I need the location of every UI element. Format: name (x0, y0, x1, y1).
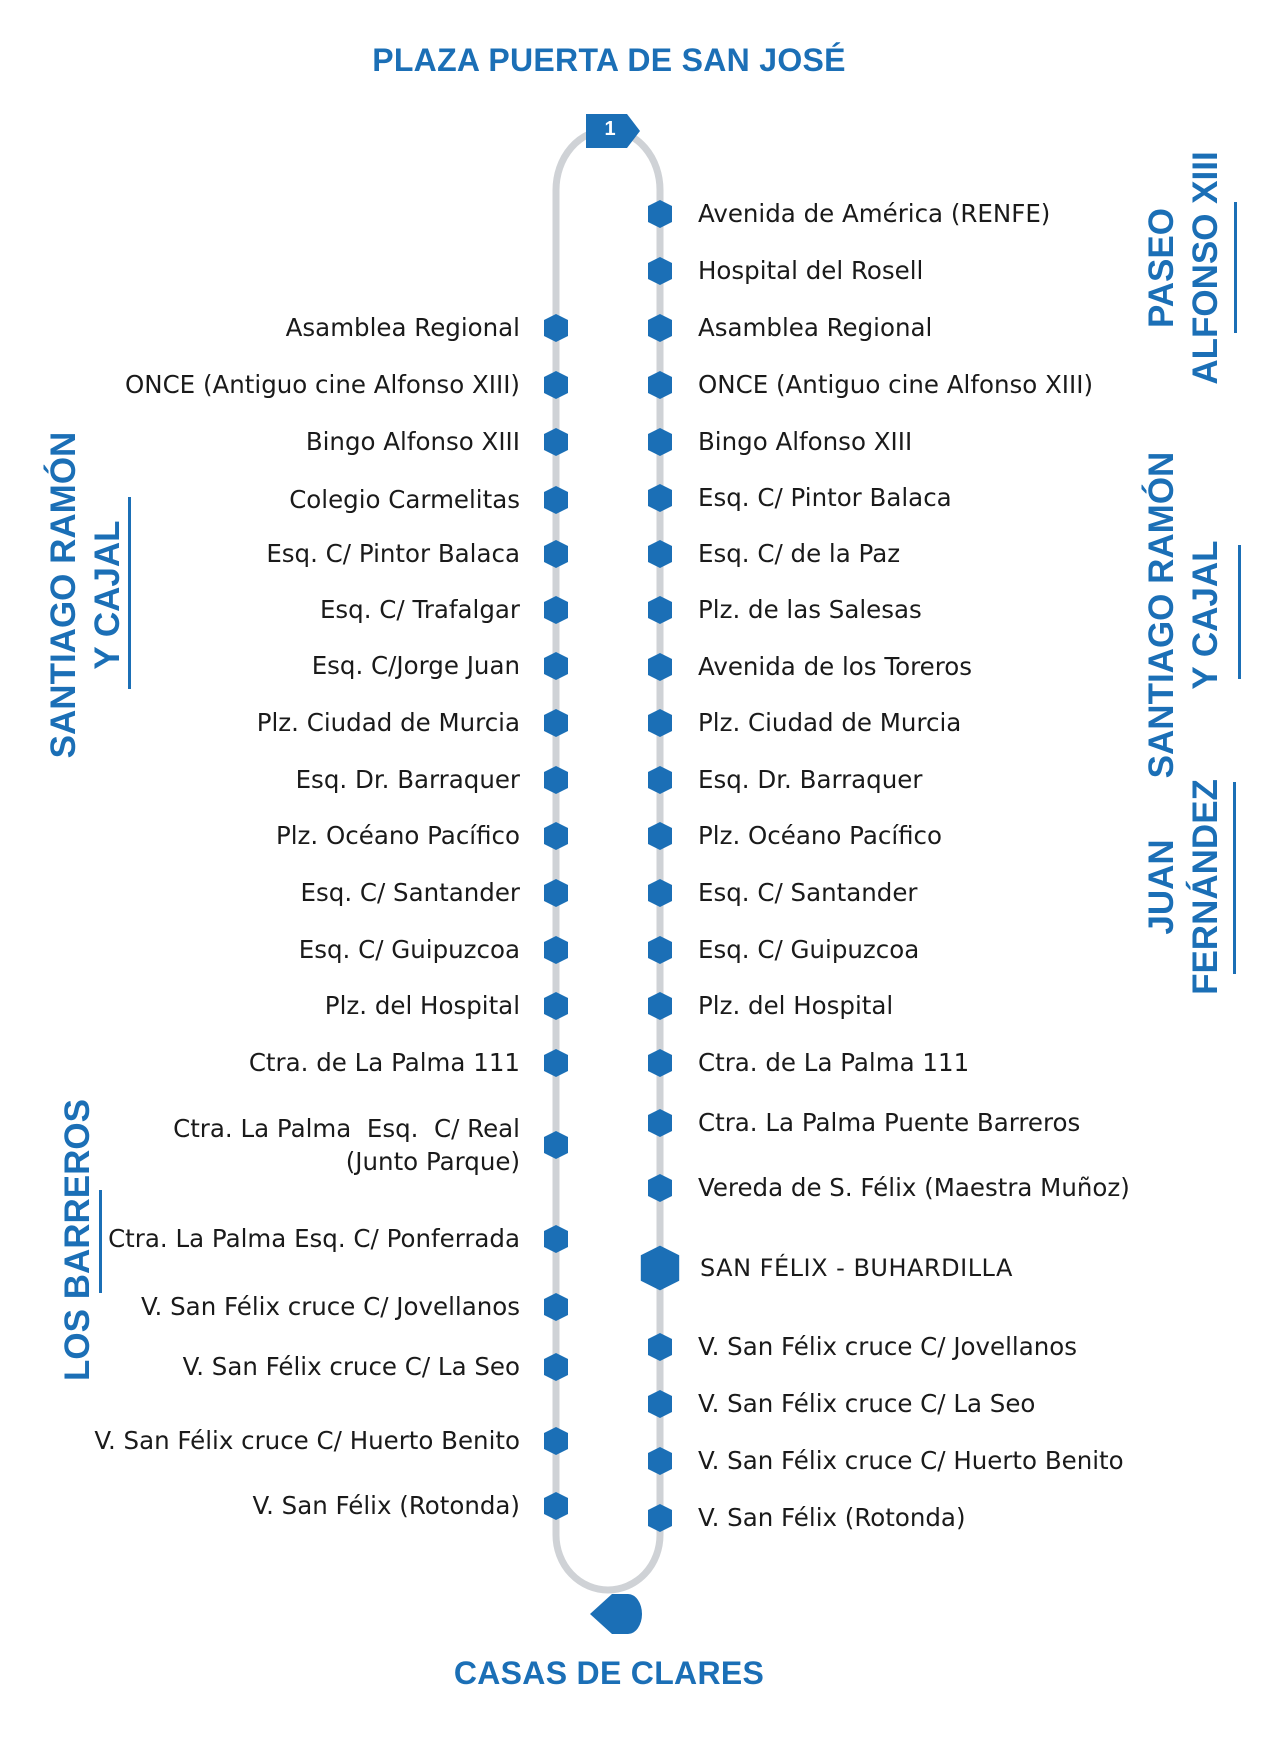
stop-label-left-17: V. San Félix cruce C/ La Seo (182, 1352, 520, 1381)
stop-marker-left-13 (544, 1049, 568, 1077)
stop-label-right-15: Ctra. de La Palma 111 (698, 1048, 970, 1077)
stop-marker-right-19 (648, 1333, 672, 1361)
stop-marker-right-1 (648, 257, 672, 285)
stop-label-left-15: Ctra. La Palma Esq. C/ Ponferrada (108, 1224, 520, 1253)
stop-label-right-11: Plz. Océano Pacífico (698, 821, 943, 850)
stop-label-right-5: Esq. C/ Pintor Balaca (698, 483, 952, 512)
stop-marker-right-3 (648, 371, 672, 399)
stop-label-right-3: ONCE (Antiguo cine Alfonso XIII) (698, 370, 1094, 399)
stop-label-right-1: Hospital del Rosell (698, 256, 924, 285)
stop-marker-left-11 (544, 936, 568, 964)
stop-marker-left-2 (544, 428, 568, 456)
stop-label-right-20: V. San Félix cruce C/ La Seo (698, 1389, 1036, 1418)
stop-label-right-19: V. San Félix cruce C/ Jovellanos (698, 1332, 1078, 1361)
stop-marker-left-15 (544, 1225, 568, 1253)
section-bar-right-santiago (1238, 545, 1241, 679)
stop-marker-left-19 (544, 1492, 568, 1520)
stop-label-left-19: V. San Félix (Rotonda) (252, 1491, 520, 1520)
stop-marker-left-5 (544, 596, 568, 624)
stop-marker-left-9 (544, 822, 568, 850)
stop-label-right-6: Esq. C/ de la Paz (698, 539, 901, 568)
stop-label-left-1: ONCE (Antiguo cine Alfonso XIII) (124, 370, 520, 399)
terminal-top-label: PLAZA PUERTA DE SAN JOSÉ (372, 42, 846, 78)
stop-label-left-11: Esq. C/ Guipuzcoa (298, 935, 520, 964)
stop-marker-right-12 (648, 879, 672, 907)
terminal-marker-bottom (590, 1594, 642, 1634)
stop-label-right-9: Plz. Ciudad de Murcia (698, 708, 962, 737)
stop-marker-right-5 (648, 484, 672, 512)
stop-label-left-7: Plz. Ciudad de Murcia (256, 708, 520, 737)
stop-marker-left-8 (544, 766, 568, 794)
stop-label-left-5: Esq. C/ Trafalgar (319, 595, 520, 624)
stop-marker-right-0 (648, 200, 672, 228)
stop-marker-right-21 (648, 1447, 672, 1475)
stop-marker-left-16 (544, 1293, 568, 1321)
stop-marker-right-11 (648, 822, 672, 850)
stop-label-left-12: Plz. del Hospital (324, 991, 520, 1020)
stop-marker-right-16 (648, 1109, 672, 1137)
stop-label-right-12: Esq. C/ Santander (698, 878, 918, 907)
stop-label-right-21: V. San Félix cruce C/ Huerto Benito (698, 1446, 1124, 1475)
stop-label-left-0: Asamblea Regional (285, 313, 520, 342)
stop-marker-left-6 (544, 652, 568, 680)
section-label-right-paseo: PASEO ALFONSO XIII (1142, 151, 1225, 385)
stop-label-left-4: Esq. C/ Pintor Balaca (266, 539, 520, 568)
stop-label-right-8: Avenida de los Toreros (698, 652, 973, 681)
stop-label-left-13: Ctra. de La Palma 111 (248, 1048, 520, 1077)
stop-marker-left-17 (544, 1353, 568, 1381)
stop-label-right-14: Plz. del Hospital (698, 991, 894, 1020)
stop-marker-left-18 (544, 1427, 568, 1455)
stop-label-left-9: Plz. Océano Pacífico (275, 821, 520, 850)
route-track (556, 130, 660, 1590)
stop-label-right-10: Esq. Dr. Barraquer (698, 765, 923, 794)
stop-marker-right-2 (648, 314, 672, 342)
stop-label-left-8: Esq. Dr. Barraquer (295, 765, 520, 794)
section-label-right-santiago: SANTIAGO RAMÓN Y CAJAL (1142, 451, 1225, 779)
stop-label-right-2: Asamblea Regional (698, 313, 933, 342)
stop-marker-right-18 (641, 1246, 679, 1291)
stop-marker-right-20 (648, 1390, 672, 1418)
stop-marker-left-4 (544, 540, 568, 568)
terminal-bottom-label: CASAS DE CLARES (453, 1655, 765, 1691)
stop-label-left-14: Ctra. La Palma Esq. C/ Real (Junto Parque) (173, 1114, 520, 1176)
stop-marker-left-0 (544, 314, 568, 342)
section-bar-right-paseo (1234, 202, 1237, 333)
stop-marker-left-14 (544, 1131, 568, 1159)
section-label-left-barreros: LOS BARREROS (58, 1099, 97, 1381)
stop-label-right-4: Bingo Alfonso XIII (698, 427, 913, 456)
line-number: 1 (604, 118, 616, 140)
stop-label-left-6: Esq. C/Jorge Juan (311, 651, 520, 680)
stop-marker-left-10 (544, 879, 568, 907)
stop-label-right-17: Vereda de S. Félix (Maestra Muñoz) (698, 1173, 1130, 1202)
stop-marker-right-7 (648, 596, 672, 624)
stop-label-right-16: Ctra. La Palma Puente Barreros (698, 1108, 1081, 1137)
stop-label-right-18: SAN FÉLIX - BUHARDILLA (700, 1254, 1013, 1282)
stop-label-left-3: Colegio Carmelitas (289, 485, 520, 514)
stop-marker-right-17 (648, 1174, 672, 1202)
stop-label-left-2: Bingo Alfonso XIII (305, 427, 520, 456)
section-label-right-juan: JUAN FERNÁNDEZ (1142, 779, 1225, 995)
stop-label-left-18: V. San Félix cruce C/ Huerto Benito (94, 1426, 520, 1455)
stop-marker-left-3 (544, 486, 568, 514)
stop-marker-right-9 (648, 709, 672, 737)
stop-marker-right-10 (648, 766, 672, 794)
stop-label-left-10: Esq. C/ Santander (300, 878, 520, 907)
stop-marker-left-12 (544, 992, 568, 1020)
stop-label-left-16: V. San Félix cruce C/ Jovellanos (140, 1292, 520, 1321)
stop-marker-right-13 (648, 936, 672, 964)
stop-marker-left-1 (544, 371, 568, 399)
stop-marker-right-15 (648, 1049, 672, 1077)
section-label-left-santiago: SANTIAGO RAMÓN Y CAJAL (44, 431, 127, 759)
section-bar-left-barreros (99, 1190, 102, 1293)
section-bar-right-juan (1233, 782, 1236, 974)
stop-label-right-7: Plz. de las Salesas (698, 595, 922, 624)
stop-marker-right-14 (648, 992, 672, 1020)
stop-marker-left-7 (544, 709, 568, 737)
stop-marker-right-8 (648, 653, 672, 681)
stop-label-right-22: V. San Félix (Rotonda) (698, 1503, 966, 1532)
stop-label-right-13: Esq. C/ Guipuzcoa (698, 935, 920, 964)
stop-marker-right-4 (648, 428, 672, 456)
stop-marker-right-6 (648, 540, 672, 568)
stop-marker-right-22 (648, 1504, 672, 1532)
stop-label-right-0: Avenida de América (RENFE) (698, 199, 1051, 228)
section-bar-left-santiago (128, 497, 131, 689)
